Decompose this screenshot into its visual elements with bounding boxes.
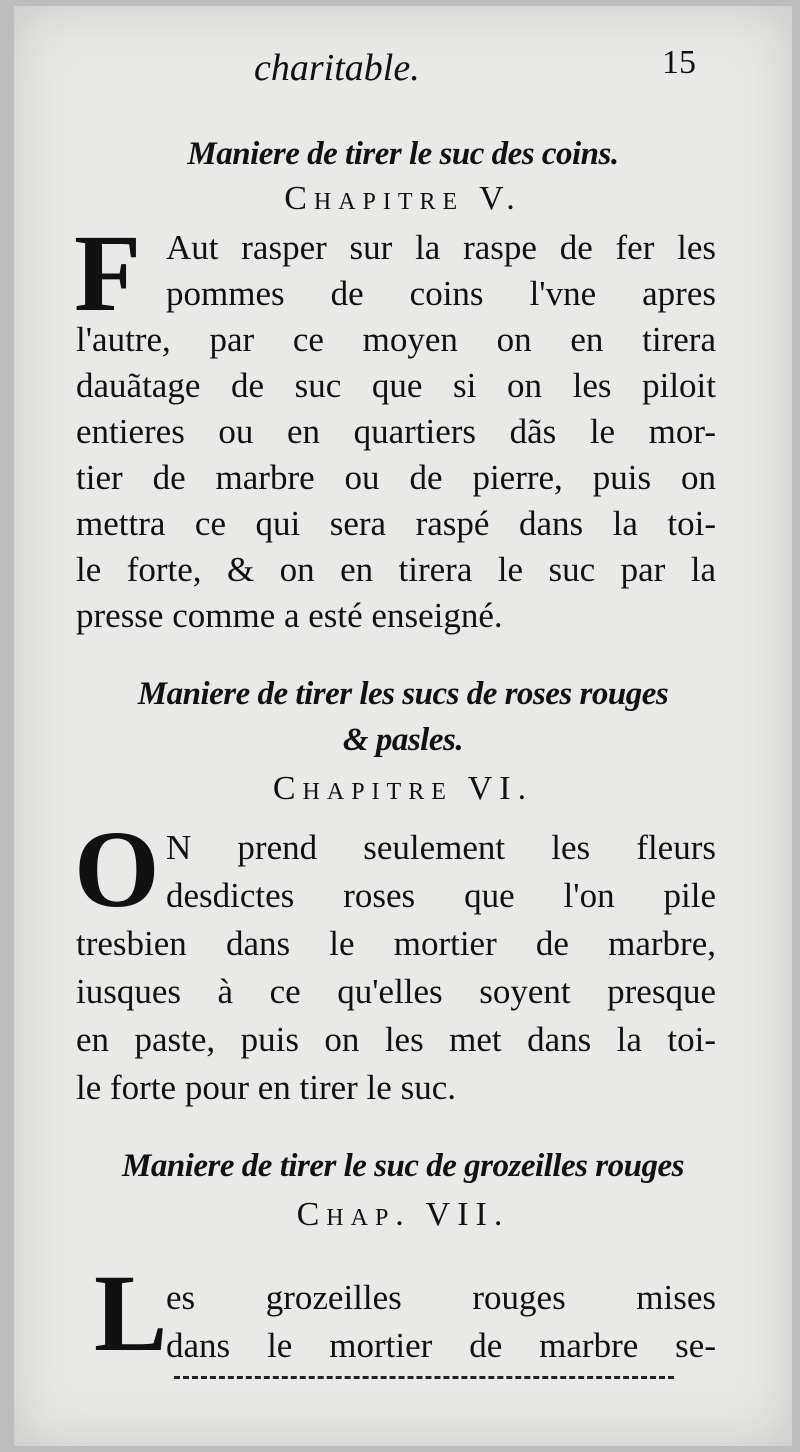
text-line: dans le mortier de marbre se-: [166, 1326, 716, 1365]
text-line: presse comme a esté enseigné.: [76, 596, 503, 635]
chapter-heading: Chapitre VI.: [272, 770, 534, 807]
text-line: es grozeilles rouges mises: [166, 1278, 716, 1317]
chapter-heading: Chapitre V.: [284, 180, 522, 217]
book-page: [14, 6, 792, 1446]
section-title: Maniere de tirer le suc des coins.: [187, 136, 619, 172]
section-title: Maniere de tirer le suc de grozeilles rouges: [122, 1148, 684, 1184]
running-head: charitable.: [254, 47, 420, 89]
text-line: en paste, puis on les met dans la toi-: [76, 1020, 716, 1059]
text-line: pommes de coins l'vne apres: [166, 274, 716, 313]
text-line: tresbien dans le mortier de marbre,: [76, 924, 716, 963]
section-title: Maniere de tirer les sucs de roses rouges: [137, 676, 669, 712]
text-line: mettra ce qui sera raspé dans la toi-: [76, 504, 716, 543]
bottom-rule: [174, 1376, 674, 1379]
drop-cap: F: [74, 212, 142, 334]
text-line: entieres ou en quartiers dãs le mor-: [76, 412, 716, 451]
text-line: le forte, & on en tirera le suc par la: [76, 550, 716, 589]
text-line: desdictes roses que l'on pile: [166, 876, 716, 915]
drop-cap: L: [94, 1252, 168, 1374]
text-line: iusques à ce qu'elles soyent presque: [76, 972, 716, 1011]
chapter-heading: Chap. VII.: [296, 1196, 510, 1233]
text-line: l'autre, par ce moyen on en tirera: [76, 320, 716, 359]
text-line: N prend seulement les fleurs: [166, 828, 716, 867]
text-line: tier de marbre ou de pierre, puis on: [76, 458, 716, 497]
text-line: dauãtage de suc que si on les piloit: [76, 366, 716, 405]
text-line: Aut rasper sur la raspe de fer les: [166, 228, 716, 267]
section-title-continued: & pasles.: [342, 722, 464, 758]
text-line: le forte pour en tirer le suc.: [76, 1068, 456, 1107]
drop-cap: O: [74, 808, 160, 930]
page-header: [14, 44, 792, 94]
page-number: 15: [662, 44, 696, 81]
